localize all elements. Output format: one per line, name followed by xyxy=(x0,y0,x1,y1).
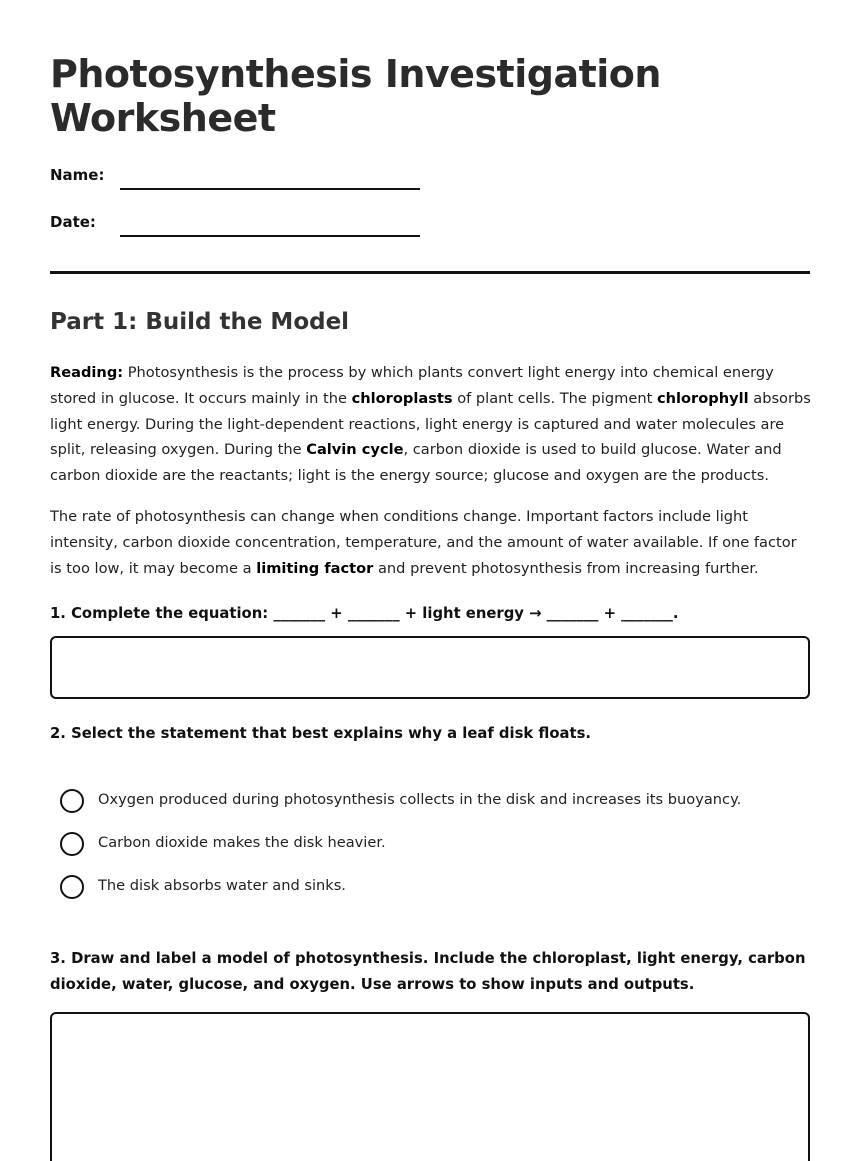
name-input-line[interactable] xyxy=(120,188,420,190)
header-divider xyxy=(50,271,810,274)
reading-p2-text-1: The rate of photosynthesis can change when conditions change. Important factors include light intensity, carbon dioxide concentration, temperature, and the amount of water available. If one factor is too low, it may become a xyxy=(50,508,797,577)
question-1: 1. Complete the equation: _______ + _______ + light energy → _______ + _______. xyxy=(50,605,679,622)
worksheet-title: Photosynthesis Investigation Worksheet xyxy=(50,52,661,140)
reading-p1-text-1: Photosynthesis is the process by which plants convert light energy into chemical energy stored in glucose. It occurs mainly in the xyxy=(50,364,774,407)
q2-option-2-label: Carbon dioxide makes the disk heavier. xyxy=(98,834,386,851)
question-3-drawing-box[interactable] xyxy=(50,1012,810,1161)
term-calvin-cycle: Calvin cycle xyxy=(306,441,404,459)
question-2: 2. Select the statement that best explains why a leaf disk floats. xyxy=(50,725,592,742)
radio-button[interactable] xyxy=(60,789,84,813)
q2-option-2[interactable] xyxy=(60,832,800,858)
radio-button[interactable] xyxy=(60,875,84,899)
radio-button[interactable] xyxy=(60,832,84,856)
reading-p2-text-2: and prevent photosynthesis from increasing further. xyxy=(373,559,759,577)
name-field-row xyxy=(50,166,430,196)
question-1-answer-box[interactable] xyxy=(50,636,810,699)
reading-label: Reading: xyxy=(50,364,124,381)
date-label: Date: xyxy=(50,213,96,231)
term-limiting-factor: limiting factor xyxy=(256,559,374,577)
reading-paragraph-1 xyxy=(50,360,812,489)
reading-p1-text-3: absorbs light energy. During the light-dependent reactions, light energy is captured and water molecules are split, releasing oxygen. During the xyxy=(50,389,811,459)
reading-p1-text-4: , carbon dioxide is used to build glucose. Water and carbon dioxide are the reactants; light is the energy source; glucose and oxygen are the products. xyxy=(50,441,782,485)
q2-option-1-label: Oxygen produced during photosynthesis collects in the disk and increases its buoyancy. xyxy=(98,791,742,808)
date-input-line[interactable] xyxy=(120,235,420,237)
term-chloroplasts: chloroplasts xyxy=(351,389,453,407)
q2-option-1[interactable] xyxy=(60,789,800,815)
q2-option-3-label: The disk absorbs water and sinks. xyxy=(98,877,346,894)
term-chlorophyll: chlorophyll xyxy=(656,389,749,407)
reading-paragraph-2 xyxy=(50,504,812,581)
question-3: 3. Draw and label a model of photosynthesis. Include the chloroplast, light energy, carbon dioxide, water, glucose, and oxygen. Use arrows to show inputs and outputs. xyxy=(50,950,806,993)
date-field-row xyxy=(50,213,430,243)
part1-title: Part 1: Build the Model xyxy=(50,309,350,335)
reading-p1-text-2: of plant cells. The pigment xyxy=(452,389,657,407)
name-label: Name: xyxy=(50,166,105,184)
q2-option-3[interactable] xyxy=(60,875,800,901)
